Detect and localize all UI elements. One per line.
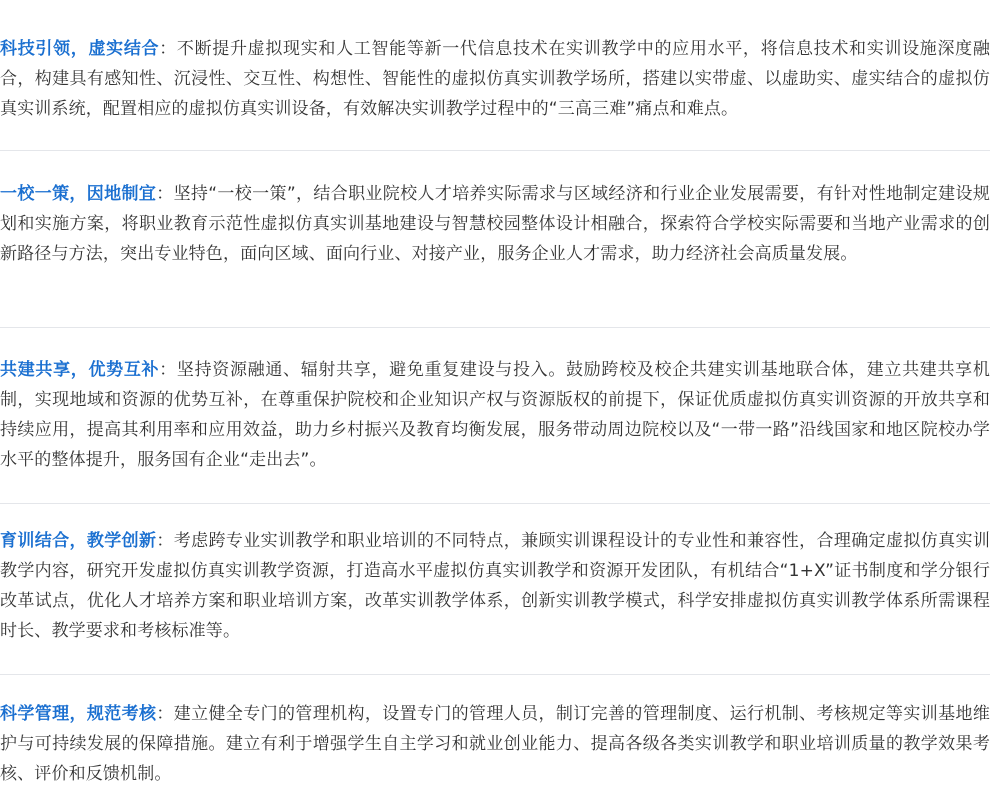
heading-colon: ： xyxy=(156,704,174,724)
section-education-training xyxy=(0,526,990,646)
section-body: 坚持资源融通、辐射共享，避免重复建设与投入。鼓励跨校及校企共建实训基地联合体，建立共建共享机制，实现地域和资源的优势互补，在尊重保护院校和企业知识产权与资源版权的前提下，保证优质虚拟仿真实训资源的开放共享和持续应用，提高其利用率和应用效益，助力乡村振兴及教育均衡发展，服务带动周边院校以及“一带一路”沿线国家和地区院校办学水平的整体提升，服务国有企业“走出去”。 xyxy=(0,360,990,470)
section-one-school-one-policy xyxy=(0,179,990,269)
section-divider xyxy=(0,674,990,675)
section-tech-leading xyxy=(0,34,990,124)
section-body: 不断提升虚拟现实和人工智能等新一代信息技术在实训教学中的应用水平，将信息技术和实训设施深度融合，构建具有感知性、沉浸性、交互性、构想性、智能性的虚拟仿真实训教学场所，搭建以实带虚、以虚助实、虚实结合的虚拟仿真实训系统，配置相应的虚拟仿真实训设备，有效解决实训教学过程中的“三高三难”痛点和难点。 xyxy=(0,39,990,119)
section-divider xyxy=(0,503,990,504)
section-heading: 科技引领，虚实结合 xyxy=(0,39,160,59)
section-heading: 一校一策，因地制宜 xyxy=(0,184,157,204)
section-scientific-management xyxy=(0,699,990,789)
heading-colon: ： xyxy=(156,531,174,551)
section-divider xyxy=(0,150,990,151)
section-co-build-share xyxy=(0,355,990,475)
heading-colon: ： xyxy=(159,360,177,380)
section-heading: 科学管理，规范考核 xyxy=(0,704,157,724)
section-body: 建立健全专门的管理机构，设置专门的管理人员，制订完善的管理制度、运行机制、考核规定等实训基地维护与可持续发展的保障措施。建立有利于增强学生自主学习和就业创业能力、提高各级各类实训教学和职业培训质量的教学效果考核、评价和反馈机制。 xyxy=(0,704,990,784)
section-heading: 共建共享，优势互补 xyxy=(0,360,160,380)
section-body: 考虑跨专业实训教学和职业培训的不同特点，兼顾实训课程设计的专业性和兼容性，合理确定虚拟仿真实训教学内容，研究开发虚拟仿真实训教学资源，打造高水平虚拟仿真实训教学和资源开发团队，有机结合“1+X”证书制度和学分银行改革试点，优化人才培养方案和职业培训方案，改革实训教学体系，创新实训教学模式，科学安排虚拟仿真实训教学体系所需课程时长、教学要求和考核标准等。 xyxy=(0,531,990,641)
section-body: 坚持“一校一策”，结合职业院校人才培养实际需求与区域经济和行业企业发展需要，有针对性地制定建设规划和实施方案，将职业教育示范性虚拟仿真实训基地建设与智慧校园整体设计相融合，探索符合学校实际需要和当地产业需求的创新路径与方法，突出专业特色，面向区域、面向行业、对接产业，服务企业人才需求，助力经济社会高质量发展。 xyxy=(0,184,990,264)
section-divider xyxy=(0,327,990,328)
section-heading: 育训结合，教学创新 xyxy=(0,531,157,551)
heading-colon: ： xyxy=(159,39,177,59)
heading-colon: ： xyxy=(156,184,174,204)
